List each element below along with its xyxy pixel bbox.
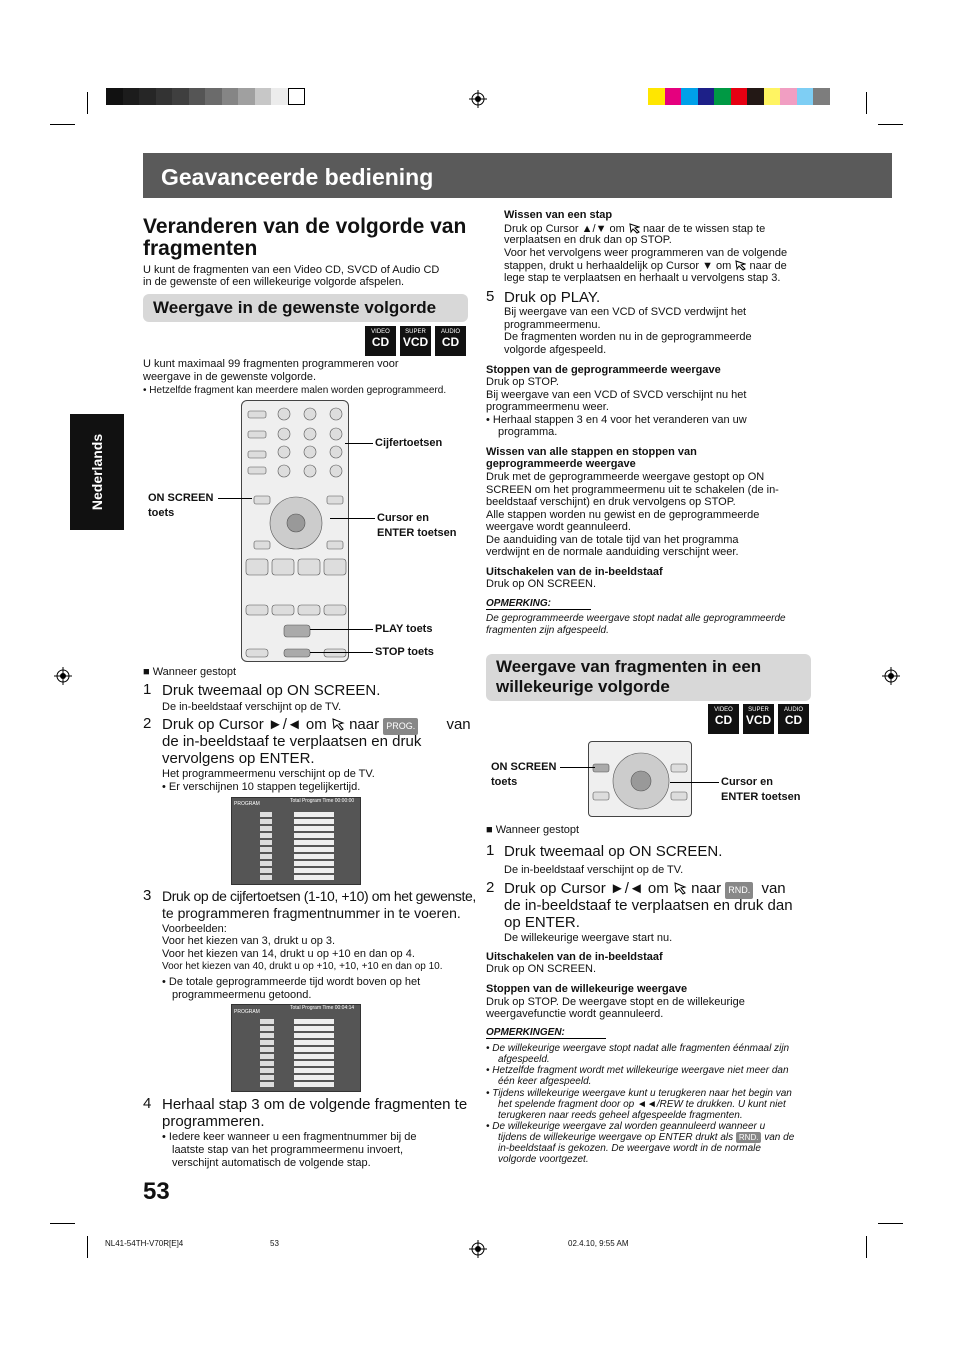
when-stopped: ■ Wanneer gestopt — [143, 666, 237, 678]
step-note: • De totale geprogrammeerde tijd wordt boven op het — [162, 976, 421, 988]
step-text: de in-beeldstaaf te verplaatsen en druk — [162, 733, 422, 750]
body-text: Druk op STOP. — [486, 376, 559, 388]
section-heading: Stoppen van de geprogrammeerde weergave — [486, 364, 721, 376]
label-on-screen: ON SCREEN — [148, 492, 214, 504]
leader-line — [560, 767, 595, 768]
registration-mark-icon — [882, 667, 900, 685]
max-note: • Hetzelfde fragment kan meerdere malen worden geprogrammeerd. — [143, 385, 447, 396]
step-text: Druk op de cijfertoetsen (1-10, +10) om het gewenste, — [162, 888, 476, 904]
hand-pointer-icon — [331, 717, 345, 731]
step-note: De in-beeldstaaf verschijnt op de TV. — [162, 701, 342, 713]
screen-label: PROGRAM — [234, 801, 260, 807]
color-swatch — [797, 88, 814, 105]
note-text: afgespeeld. — [498, 1054, 550, 1065]
footer-left: NL41-54TH-V70R[E]4 — [105, 1239, 184, 1248]
step-text-part: Druk op Cursor ►/◄ om — [162, 716, 327, 733]
label-on-screen: toets — [491, 776, 518, 788]
step-note: Bij weergave van een VCD of SVCD verdwijnt het — [504, 306, 747, 318]
note-text: • Tijdens willekeurige weergave kunt u terugkeren naar het begin van — [486, 1088, 792, 1099]
color-swatch — [156, 88, 173, 105]
remote-illustration — [241, 400, 349, 662]
badge-super-vcd: SUPER VCD — [400, 326, 431, 356]
color-swatch — [189, 88, 206, 105]
hand-pointer-icon — [734, 259, 746, 271]
note-text: volgorde voortgezet. — [498, 1154, 589, 1165]
color-swatch — [255, 88, 272, 105]
leader-line — [310, 629, 373, 630]
leader-line — [310, 652, 373, 653]
color-swatch — [288, 88, 305, 105]
badge-audio-cd: AUDIO CD — [435, 326, 466, 356]
label-digit-keys: Cijfertoetsen — [375, 437, 443, 449]
color-swatch — [172, 88, 189, 105]
color-swatch — [780, 88, 797, 105]
section-title: Veranderen van de volgorde van — [143, 215, 467, 238]
page-number: 53 — [143, 1178, 170, 1205]
step-note: programmeermenu. — [504, 319, 601, 331]
label-on-screen: toets — [148, 507, 175, 519]
section-title: fragmenten — [143, 237, 258, 260]
note-text: • De willekeurige weergave stopt nadat alle fragmenten éénmaal zijn — [486, 1043, 790, 1054]
step-note: De willekeurige weergave start nu. — [504, 932, 673, 944]
step-text: te programmeren fragmentnummer in te voeren. — [162, 905, 461, 921]
label-cursor-enter: ENTER toetsen — [377, 527, 457, 539]
color-swatch — [648, 88, 665, 105]
language-tab-label: Nederlands — [89, 433, 105, 511]
step-note: De in-beeldstaaf verschijnt op de TV. — [504, 864, 684, 876]
note-text: één keer afgespeeld. — [498, 1076, 592, 1087]
crop-mark — [87, 92, 88, 114]
color-swatch — [714, 88, 731, 105]
body-text-part: naar de te wissen stap te — [642, 223, 766, 235]
subsection-title-line: Weergave van fragmenten in een — [496, 657, 762, 676]
badge-audio-cd: AUDIO CD — [778, 704, 809, 734]
body-text: Druk op ON SCREEN. — [486, 963, 597, 975]
program-screen — [231, 797, 361, 885]
body-text: De aanduiding van de totale tijd van het programma — [486, 534, 739, 546]
step-number: 4 — [143, 1095, 152, 1112]
step-note: • Er verschijnen 10 stappen tegelijkertijd. — [162, 781, 361, 793]
section-heading: Uitschakelen van de in-beeldstaaf — [486, 566, 663, 578]
body-text: SCREEN om het programmeermenu uit te schakelen (de in- — [486, 484, 779, 496]
step-text: vervolgens op ENTER. — [162, 750, 315, 767]
color-swatch — [106, 88, 123, 105]
body-text: • Herhaal stappen 3 en 4 voor het veranderen van uw — [486, 414, 747, 426]
step-text: op ENTER. — [504, 914, 580, 931]
registration-mark-icon — [54, 667, 72, 685]
page-header — [143, 153, 892, 198]
step-note: Voor het kiezen van 40, drukt u op +10, +10, +10 en dan op 10. — [162, 961, 443, 972]
hand-pointer-icon — [628, 222, 640, 234]
subsection-title-line: willekeurige volgorde — [496, 677, 670, 696]
step-note: • Iedere keer wanneer u een fragmentnummer bij de — [162, 1131, 417, 1143]
body-text: programmeermenu weer. — [486, 401, 609, 413]
step-note: Voor het kiezen van 3, drukt u op 3. — [162, 935, 336, 947]
body-text: verplaatsen en druk dan op STOP. — [504, 234, 672, 246]
note-text: • De willekeurige weergave zal worden geannuleerd wanneer u — [486, 1121, 766, 1132]
step-note: De fragmenten worden nu in de geprogrammeerde — [504, 331, 752, 343]
section-heading: geprogrammeerde weergave — [486, 458, 636, 470]
note-text: De geprogrammeerde weergave stopt nadat alle geprogrammeerde — [486, 613, 786, 624]
max-text: weergave in de gewenste volgorde. — [143, 371, 317, 383]
step-text: Druk tweemaal op ON SCREEN. — [162, 682, 381, 699]
badge-video-cd: VIDEO CD — [708, 704, 739, 734]
crop-mark — [878, 124, 903, 125]
screen-label: PROGRAM — [234, 1009, 260, 1015]
remote-cursor-pad — [589, 742, 693, 818]
note-text: fragmenten zijn afgespeeld. — [486, 625, 609, 636]
step-number: 1 — [486, 842, 495, 859]
page-title: Geavanceerde bediening — [161, 164, 434, 190]
body-text: Voor het vervolgens weer programmeren van de volgende — [504, 247, 788, 259]
rnd-pill: RND. — [725, 882, 753, 899]
step-text-part: van — [446, 716, 471, 733]
screen-time: Total Program Time 00:00:00 — [290, 798, 355, 804]
registration-mark-icon — [469, 1240, 487, 1258]
registration-mark-icon — [469, 90, 487, 108]
color-swatch — [665, 88, 682, 105]
step-text: de in-beeldstaaf te verplaatsen en druk dan — [504, 897, 793, 914]
note-text-part: van de — [764, 1132, 795, 1143]
crop-mark — [87, 1236, 88, 1258]
body-text: weergavefunctie wordt geannuleerd. — [486, 1008, 664, 1020]
body-text: verdwijnt en de normale aanduiding verschijnt weer. — [486, 546, 739, 558]
body-text: Bij weergave van een VCD of SVCD verschijnt nu het — [486, 389, 747, 401]
color-swatch — [681, 88, 698, 105]
body-text — [504, 259, 787, 273]
badge-super-vcd: SUPER VCD — [743, 704, 774, 734]
subsection-title: Weergave in de gewenste volgorde — [143, 294, 468, 322]
step-number: 5 — [486, 288, 495, 305]
max-text: U kunt maximaal 99 fragmenten programmeren voor — [143, 358, 399, 370]
label-stop: STOP toets — [375, 646, 434, 658]
color-swatch — [238, 88, 255, 105]
screen-rows — [294, 1019, 334, 1087]
disc-badges — [365, 326, 467, 356]
step-number: 2 — [486, 879, 495, 896]
note-text: • Hetzelfde fragment wordt met willekeurige weergave niet meer dan — [486, 1065, 789, 1076]
color-swatch — [271, 88, 288, 105]
step-text: programmeren. — [162, 1113, 265, 1130]
color-swatch — [139, 88, 156, 105]
footer-right: 02.4.10, 9:55 AM — [568, 1239, 629, 1248]
body-text-part: Druk op Cursor ▲/▼ om — [504, 223, 625, 235]
step-note: Voor het kiezen van 14, drukt u op +10 en dan op 4. — [162, 948, 415, 960]
step-number: 1 — [143, 681, 152, 698]
step-note: laatste stap van het programmeermenu invoert, — [172, 1144, 404, 1156]
section-heading: Wissen van een stap — [504, 209, 613, 221]
step-note: volgorde afgespeeld. — [504, 344, 607, 356]
step-note: Het programmeermenu verschijnt op de TV. — [162, 768, 375, 780]
body-text: Druk op STOP. De weergave stopt en de willekeurige — [486, 996, 745, 1008]
color-swatch — [731, 88, 748, 105]
step-text-part: naar — [691, 880, 722, 897]
subsection-title — [486, 654, 811, 701]
language-tab — [70, 414, 124, 530]
leader-line — [670, 782, 719, 783]
crop-mark — [878, 1223, 903, 1224]
body-text-part: naar de — [749, 260, 787, 272]
step-note: programmeermenu getoond. — [172, 989, 312, 1001]
body-text: Druk op ON SCREEN. — [486, 578, 597, 590]
intro-text: in de gewenste of een willekeurige volgorde afspelen. — [143, 276, 405, 288]
rnd-pill: RND. — [736, 1132, 762, 1143]
badge-video-cd: VIDEO CD — [365, 326, 396, 356]
step-number: 2 — [143, 715, 152, 732]
color-swatch — [698, 88, 715, 105]
color-swatch — [205, 88, 222, 105]
note-text: het spelende fragment door op ◄◄/REW te drukken. U kunt niet — [498, 1099, 786, 1110]
leader-line — [345, 443, 373, 444]
disc-badges — [708, 704, 810, 734]
note-heading: OPMERKING: — [486, 598, 591, 610]
label-on-screen: ON SCREEN — [491, 761, 557, 773]
remote-illustration-partial — [588, 741, 692, 817]
note-text — [498, 1132, 794, 1143]
crop-mark — [866, 1236, 867, 1258]
body-text: Druk met de geprogrammeerde weergave gestopt op ON — [486, 471, 765, 483]
section-heading: Wissen van alle stappen en stoppen van — [486, 446, 697, 458]
step-text: Druk tweemaal op ON SCREEN. — [504, 843, 723, 860]
step-number: 3 — [143, 887, 152, 904]
color-swatch — [222, 88, 239, 105]
screen-time: Total Program Time 00:04:14 — [290, 1005, 355, 1011]
note-text: in-beeldstaaf is gekozen. De weergave wordt in de normale — [498, 1143, 761, 1154]
section-heading: Uitschakelen van de in-beeldstaaf — [486, 951, 663, 963]
screen-rows — [294, 812, 334, 880]
step-text-part: naar — [349, 716, 380, 733]
screen-rows — [260, 812, 272, 880]
crop-mark — [50, 124, 75, 125]
step-text: Herhaal stap 3 om de volgende fragmenten te — [162, 1096, 468, 1113]
step-text-part: van — [761, 880, 786, 897]
prog-pill: PROG. — [383, 718, 418, 735]
step-text-part: Druk op Cursor ►/◄ om — [504, 880, 669, 897]
section-heading: Stoppen van de willekeurige weergave — [486, 983, 688, 995]
label-play: PLAY toets — [375, 623, 433, 635]
crop-mark — [50, 1223, 75, 1224]
label-cursor-enter: Cursor en — [377, 512, 429, 524]
step-note: Voorbeelden: — [162, 923, 227, 935]
body-text: programma. — [498, 426, 558, 438]
body-text: Alle stappen worden nu gewist en de geprogrammeerde — [486, 509, 760, 521]
leader-line — [218, 498, 252, 499]
body-text-part: stappen, drukt u herhaaldelijk op Cursor ▼ om — [504, 260, 732, 272]
body-text: lege stap te verplaatsen en herhaalt u vervolgens stap 3. — [504, 272, 781, 284]
label-cursor-enter: Cursor en — [721, 776, 773, 788]
step-note: verschijnt automatisch de volgende stap. — [172, 1157, 371, 1169]
intro-text: U kunt de fragmenten van een Video CD, SVCD of Audio CD — [143, 264, 440, 276]
screen-rows — [260, 1019, 274, 1087]
color-swatch — [747, 88, 764, 105]
body-text: beeldstaaf verschijnt) en druk vervolgens op STOP. — [486, 496, 736, 508]
when-stopped: ■ Wanneer gestopt — [486, 824, 580, 836]
color-swatch — [123, 88, 140, 105]
notes-heading: OPMERKINGEN: — [486, 1027, 606, 1039]
footer-center: 53 — [270, 1239, 279, 1248]
program-screen-filled — [231, 1004, 361, 1092]
note-text-part: tijdens de willekeurige weergave op ENTER drukt als — [498, 1132, 734, 1143]
body-text: weergave wordt geannuleerd. — [486, 521, 631, 533]
crop-mark — [866, 92, 867, 114]
color-swatch — [813, 88, 830, 105]
color-swatch — [764, 88, 781, 105]
step-text: Druk op PLAY. — [504, 289, 601, 306]
leader-line — [330, 518, 375, 519]
remote-buttons — [242, 401, 350, 663]
note-text: terugkeren naar reeds geheel afgespeelde fragmenten. — [498, 1110, 743, 1121]
label-cursor-enter: ENTER toetsen — [721, 791, 801, 803]
hand-pointer-icon — [673, 881, 687, 895]
